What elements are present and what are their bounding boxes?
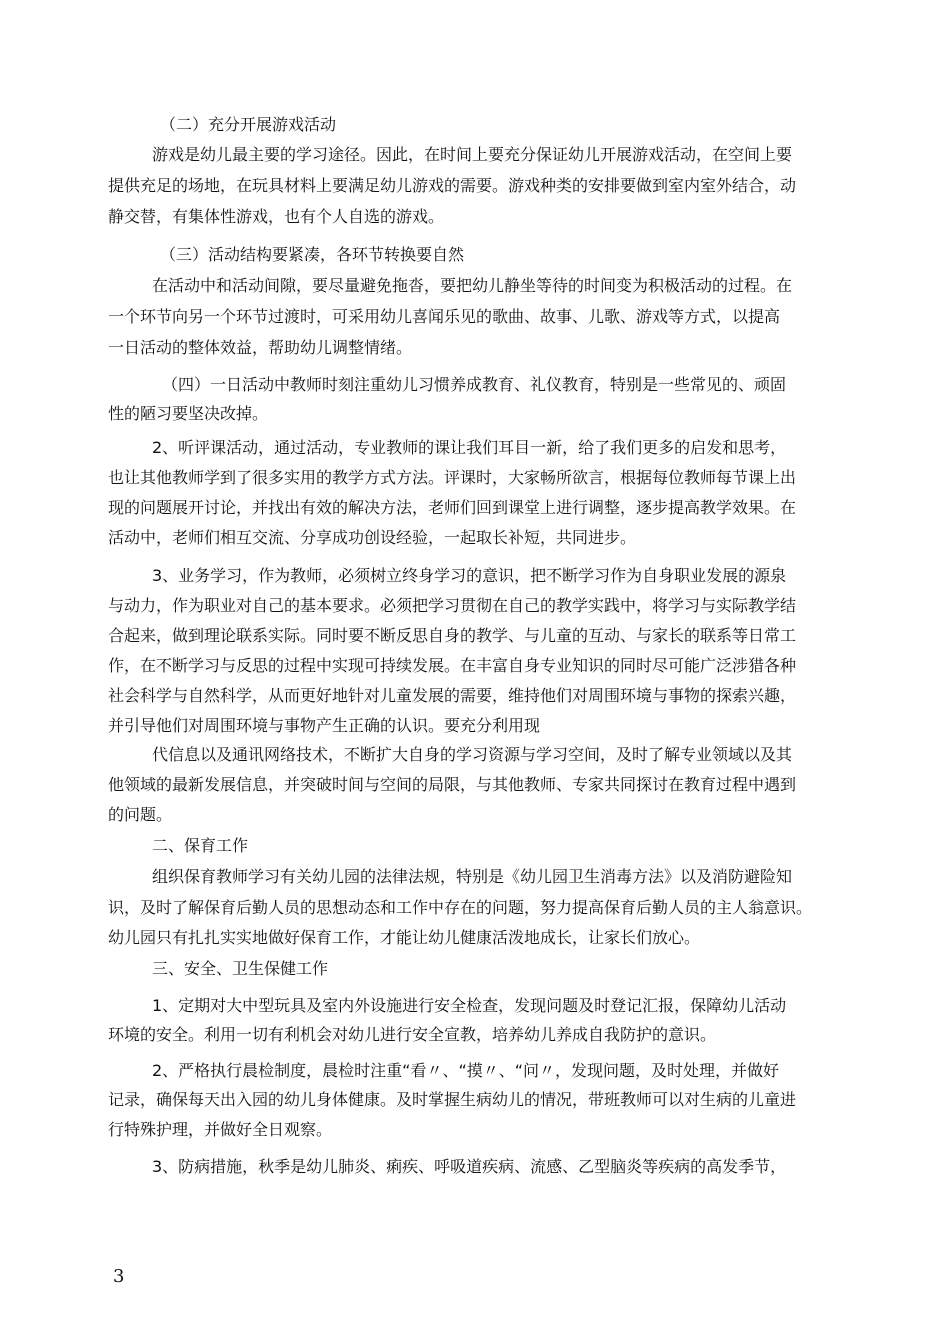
text-line: 一日活动的整体效益，帮助幼儿调整情绪。 — [108, 338, 413, 357]
text-line: 的问题。 — [108, 805, 173, 824]
text-line: 识，及时了解保育后勤人员的思想动态和工作中存在的问题，努力提高保育后勤人员的主人翁意识。 — [108, 898, 813, 917]
text-line: 代信息以及通讯网络技术，不断扩大自身的学习资源与学习空间，及时了解专业领域以及其 — [152, 745, 793, 764]
section-heading: 三、安全、卫生保健工作 — [152, 959, 329, 978]
text-line: 记录，确保每天出入园的幼儿身体健康。及时掌握生病幼儿的情况，带班教师可以对生病的儿童进 — [108, 1090, 797, 1109]
text-line: 行特殊护理，并做好全日观察。 — [108, 1120, 333, 1139]
text-line: 性的陋习要坚决改掉。 — [108, 404, 269, 423]
text-line: 环境的安全。利用一切有利机会对幼儿进行安全宣教，培养幼儿养成自我防护的意识。 — [108, 1025, 717, 1044]
text-line: 他领域的最新发展信息，并突破时间与空间的局限，与其他教师、专家共同探讨在教育过程中遇到 — [108, 775, 797, 794]
text-line: （四）一日活动中教师时刻注重幼儿习惯养成教育、礼仪教育，特别是一些常见的、顽固 — [162, 375, 787, 394]
text-line: 一个环节向另一个环节过渡时，可采用幼儿喜闻乐见的歌曲、故事、儿歌、游戏等方式，以提高 — [108, 307, 781, 326]
text-line: 2、严格执行晨检制度，晨检时注重“看〃、“摸〃、“问〃，发现问题，及时处理，并做好 — [152, 1061, 780, 1080]
text-line: 1、定期对大中型玩具及室内外设施进行安全检查，发现问题及时登记汇报，保障幼儿活动 — [152, 996, 787, 1015]
text-line: 3、业务学习，作为教师，必须树立终身学习的意识，把不断学习作为自身职业发展的源泉 — [152, 566, 787, 585]
text-line: 3、防病措施，秋季是幼儿肺炎、痢疾、呼吸道疾病、流感、乙型脑炎等疾病的高发季节， — [152, 1157, 787, 1176]
section-heading: 二、保育工作 — [152, 836, 249, 855]
text-line: 并引导他们对周围环境与事物产生正确的认识。要充分利用现 — [108, 716, 541, 735]
page-number: 3 — [113, 1266, 125, 1287]
text-line: 提供充足的场地，在玩具材料上要满足幼儿游戏的需要。游戏种类的安排要做到室内室外结合，动 — [108, 176, 797, 195]
text-line: 社会科学与自然科学，从而更好地针对儿童发展的需要，维持他们对周围环境与事物的探索兴趣， — [108, 686, 797, 705]
text-line: （三）活动结构要紧凑，各环节转换要自然 — [160, 245, 465, 264]
text-line: 2、听评课活动，通过活动，专业教师的课让我们耳目一新，给了我们更多的启发和思考， — [152, 438, 787, 457]
text-line: 活动中，老师们相互交流、分享成功创设经验，一起取长补短，共同进步。 — [108, 528, 637, 547]
text-line: 合起来，做到理论联系实际。同时要不断反思自身的教学、与儿童的互动、与家长的联系等日常工 — [108, 626, 797, 645]
text-line: 作，在不断学习与反思的过程中实现可持续发展。在丰富自身专业知识的同时尽可能广泛涉猎各种 — [108, 656, 797, 675]
text-line: 与动力，作为职业对自己的基本要求。必须把学习贯彻在自己的教学实践中，将学习与实际教学结 — [108, 596, 797, 615]
text-line: （二）充分开展游戏活动 — [160, 115, 337, 134]
text-line: 幼儿园只有扎扎实实地做好保育工作，才能让幼儿健康活泼地成长，让家长们放心。 — [108, 928, 701, 947]
text-line: 静交替，有集体性游戏，也有个人自选的游戏。 — [108, 207, 445, 226]
text-line: 也让其他教师学到了很多实用的教学方式方法。评课时，大家畅所欲言，根据每位教师每节课上出 — [108, 468, 797, 487]
text-line: 现的问题展开讨论，并找出有效的解决方法，老师们回到课堂上进行调整，逐步提高教学效果。在 — [108, 498, 797, 517]
text-line: 组织保育教师学习有关幼儿园的法律法规，特别是《幼儿园卫生消毒方法》以及消防避险知 — [152, 867, 793, 886]
text-line: 游戏是幼儿最主要的学习途径。因此，在时间上要充分保证幼儿开展游戏活动，在空间上要 — [152, 145, 793, 164]
text-line: 在活动中和活动间隙，要尽量避免拖沓，要把幼儿静坐等待的时间变为积极活动的过程。在 — [152, 276, 793, 295]
